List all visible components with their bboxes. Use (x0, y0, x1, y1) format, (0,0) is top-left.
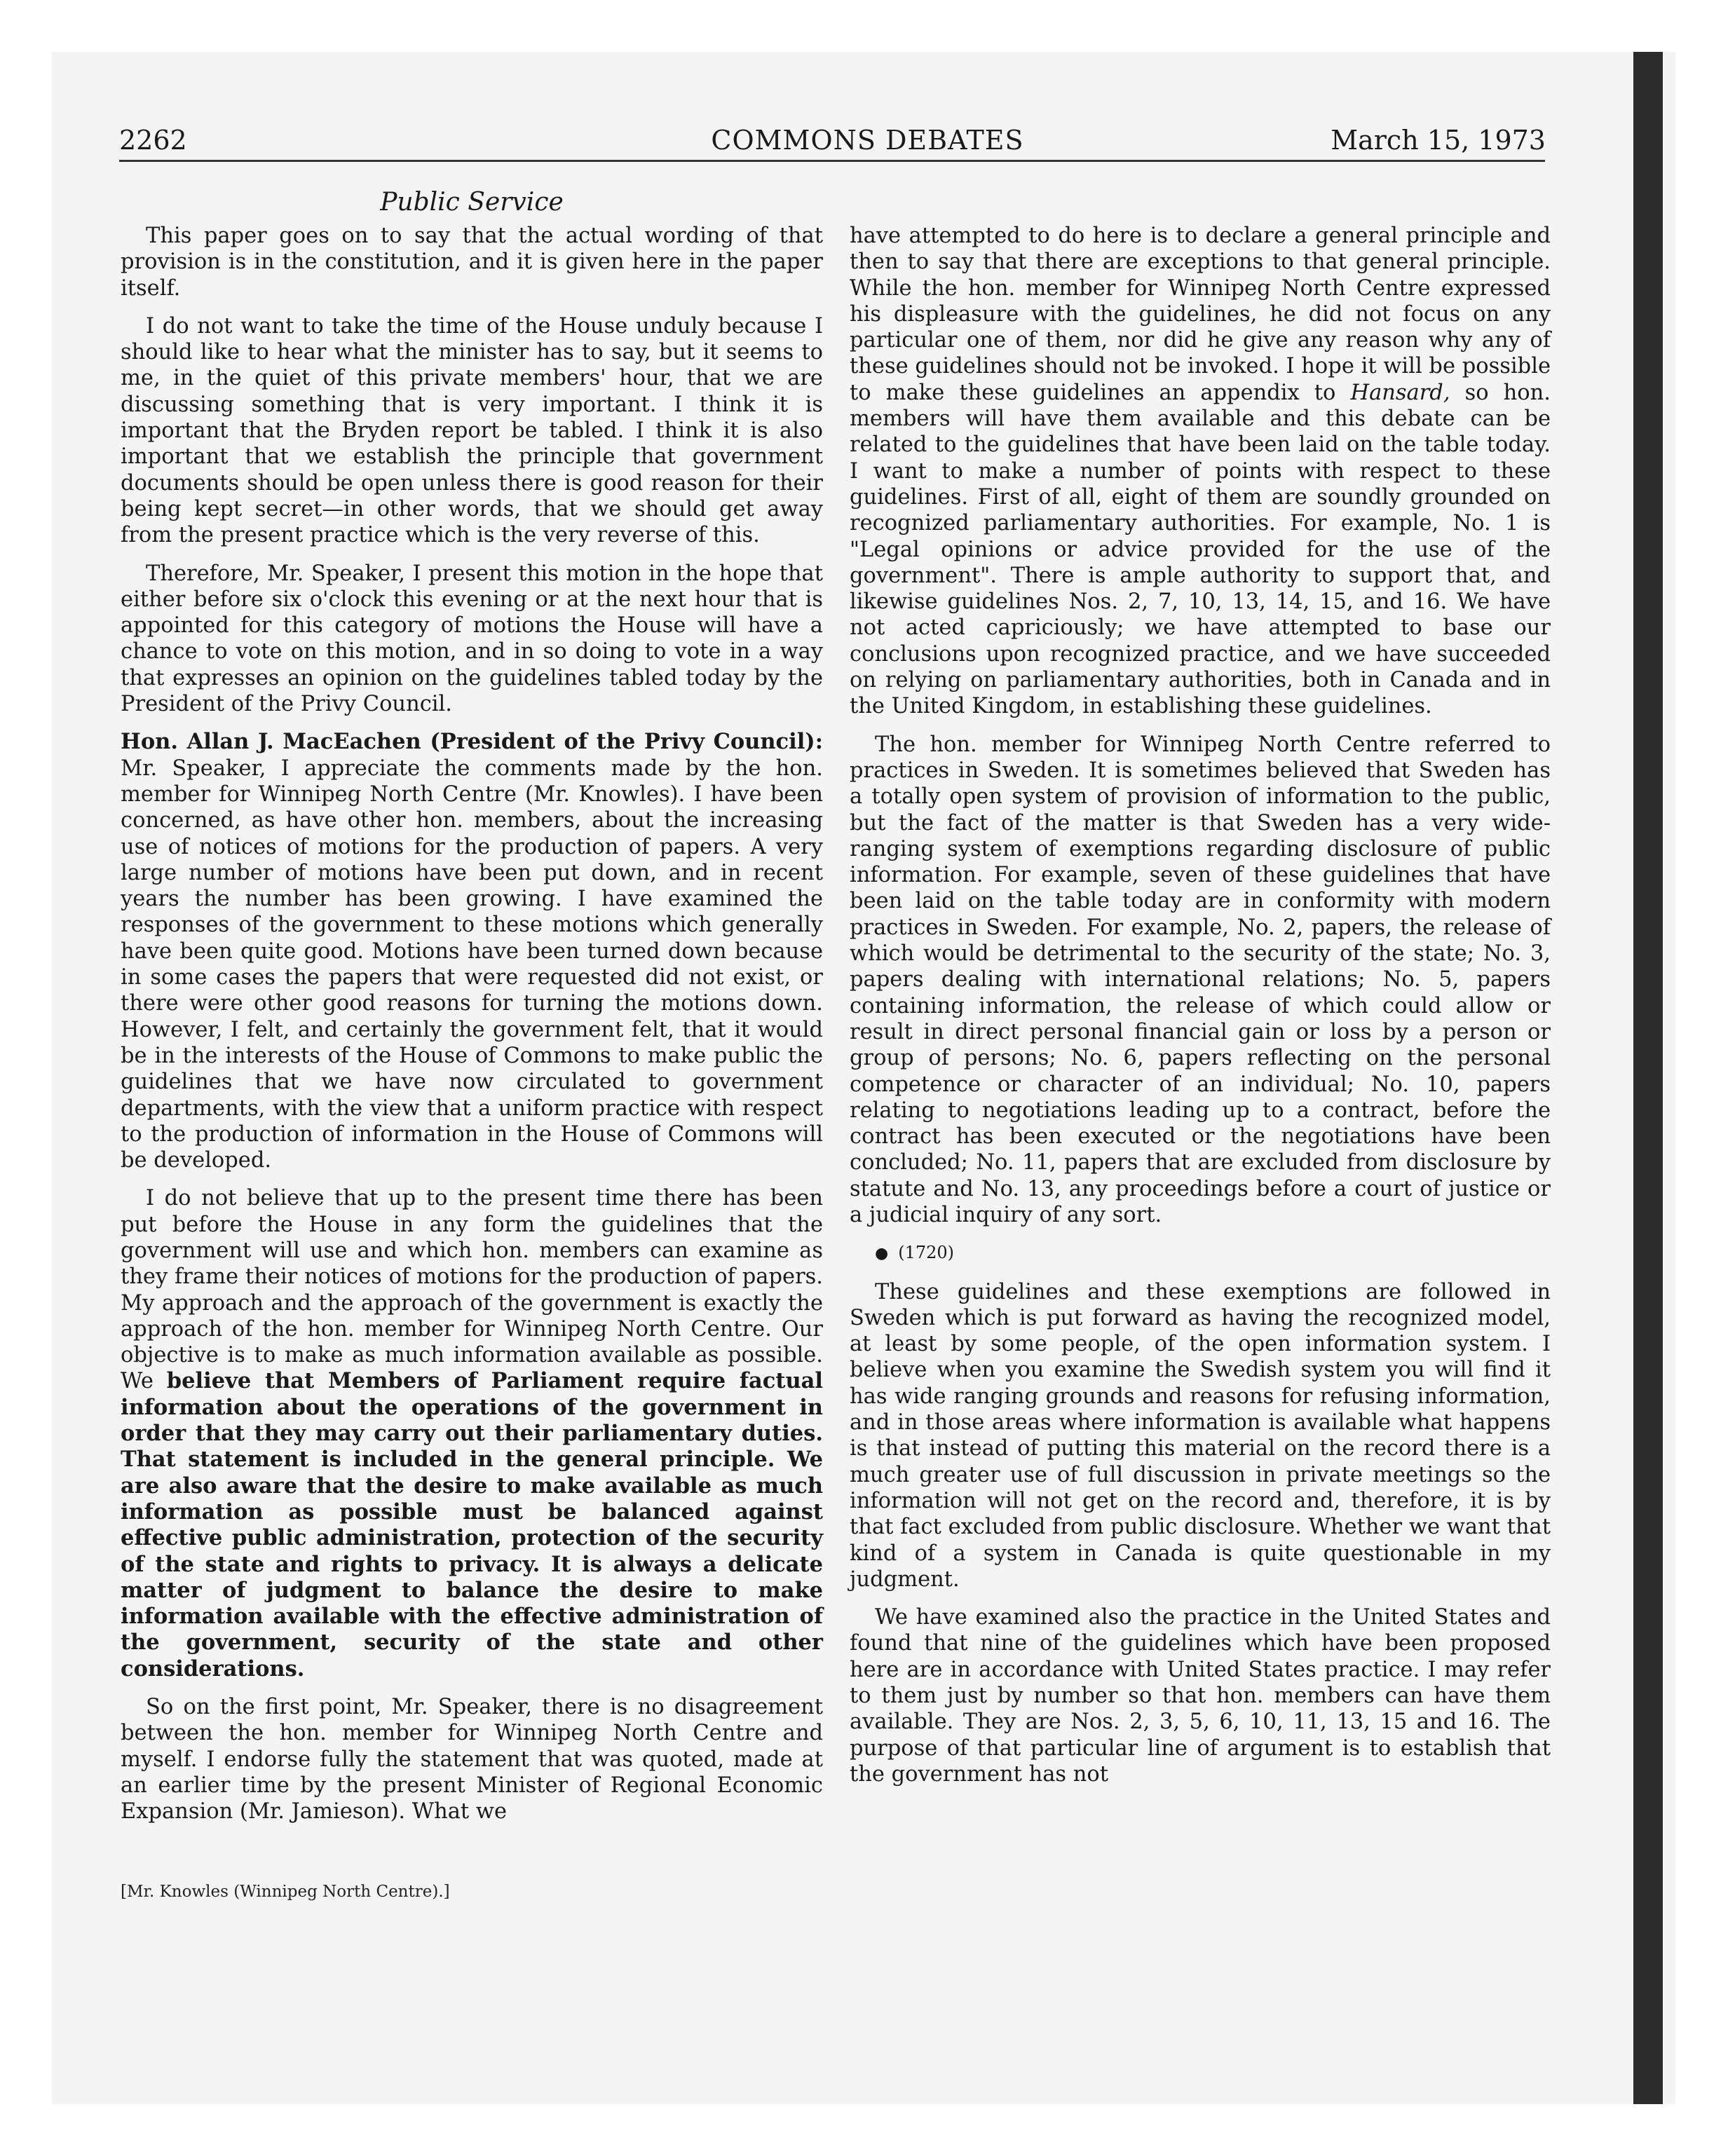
bullet-icon: ● (875, 1245, 889, 1263)
paragraph: We have examined also the practice in the United States and found that nine of the guidelines which have been proposed here are in accordance with United States practice. I may refer to them just by number so that hon. members can have them available. They are Nos. 2, 3, 5, 6, 10, 11, 13, 15 and 16. The purpose of that particular line of argument is to establish that the government has not (850, 1605, 1551, 1787)
paragraph: This paper goes on to say that the actual wording of that provision is in the constitution, and it is given here in the paper itself. (121, 224, 823, 301)
header-rule (119, 160, 1545, 162)
speaker-name: Hon. Allan J. MacEachen (President of the Privy Council): (121, 729, 823, 755)
publication-date: March 15, 1973 (1331, 125, 1546, 156)
paragraph: So on the first point, Mr. Speaker, there is no disagreement between the hon. member for Winnipeg North Centre and myself. I endorse fully the statement that was quoted, made at an earlier time by the present Minister of Regional Economic Expansion (Mr. Jamieson). What we (121, 1695, 823, 1824)
scan-edge-bar (1633, 52, 1663, 2104)
section-heading: Public Service (380, 188, 564, 217)
timestamp-text: (1720) (898, 1243, 955, 1263)
emphasized-text: believe that Members of Parliament require factual information about the operations of the government in order that they may carry out their parliamentary duties. That statement is included in the general principle. We are also aware that the desire to make available as much information as possible must be balanced against effective public administration, protection of the security of the state and rights to privacy. It is always a delicate matter of judgment to balance the desire to make information available with the effective administration of the government, security of the state and other considerations. (121, 1368, 823, 1681)
publication-title: COMMONS DEBATES (711, 125, 1024, 156)
paragraph (850, 223, 1551, 720)
paragraph: These guidelines and these exemptions are followed in Sweden which is put forward as having the recognized model, at least by some people, of the open information system. I believe when you examine the Swedish system you will find it has wide ranging grounds and reasons for refusing information, and in those areas where information is available what happens is that instead of putting this material on the record there is a much greater use of full discussion in private meetings so the information will not get on the record and, therefore, it is by that fact excluded from public disclosure. Whether we want that kind of a system in Canada is quite questionable in my judgment. (850, 1279, 1551, 1592)
left-column (121, 223, 823, 1837)
paragraph (121, 1185, 823, 1682)
paragraph-text: have attempted to do here is to declare a general principle and then to say that there are exceptions to that general principle. While the hon. member for Winnipeg North Centre expressed his displeasure with the guidelines, he did not focus on any particular one of them, nor did he give any reason why any of these guidelines should not be invoked. I hope it will be possible to make these guidelines an appendix to (850, 224, 1551, 405)
paragraph-text: I do not believe that up to the present time there has been put before the House in any form the guidelines that the government will use and which hon. members can examine as they frame their notices of motions for the production of papers. My approach and the approach of the government is exactly the approach of the hon. member for Winnipeg North Centre. Our objective is to make as much information available as possible. We (121, 1186, 823, 1394)
footnote: [Mr. Knowles (Winnipeg North Centre).] (121, 1883, 450, 1901)
speech-paragraph (121, 729, 823, 1173)
page-number: 2262 (119, 125, 187, 156)
paragraph: Therefore, Mr. Speaker, I present this motion in the hope that either before six o'clock this evening or at the next hour that is appointed for this category of motions the House will have a chance to vote on this motion, and in so doing to vote in a way that expresses an opinion on the guidelines tabled today by the President of the Privy Council. (121, 561, 823, 717)
paragraph: The hon. member for Winnipeg North Centre referred to practices in Sweden. It is sometimes believed that Sweden has a totally open system of provision of information to the public, but the fact of the matter is that Sweden has a very wide-ranging system of exemptions regarding disclosure of public information. For example, seven of these guidelines that have been laid on the table today are in conformity with modern practices in Sweden. For example, No. 2, papers, the release of which would be detrimental to the security of the state; No. 3, papers dealing with international relations; No. 5, papers containing information, the release of which could allow or result in direct personal financial gain or loss by a person or group of persons; No. 6, papers reflecting on the personal competence or character of an individual; No. 10, papers relating to negotiations leading up to a contract, before the contract has been executed or the negotiations have been concluded; No. 11, papers that are excluded from disclosure by statute and No. 13, any proceedings before a court of justice or a judicial inquiry of any sort. (850, 732, 1551, 1227)
timestamp (850, 1240, 1551, 1267)
speech-text: Mr. Speaker, I appreciate the comments made by the hon. member for Winnipeg North Centre (Mr. Knowles). I have been concerned, as have other hon. members, about the increasing use of notices of motions for the production of papers. A very large number of motions have been put down, and in recent years the number has been growing. I have examined the responses of the government to these motions which generally have been quite good. Motions have been turned down because in some cases the papers that were requested did not exist, or there were other good reasons for turning the motions down. However, I felt, and certainly the government felt, that it would be in the interests of the House of Commons to make public the guidelines that we have now circulated to government departments, with the view that a uniform practice with respect to the production of information in the House of Commons will be developed. (121, 756, 823, 1173)
hansard-italic: Hansard, (1350, 380, 1450, 405)
paragraph: I do not want to take the time of the House unduly because I should like to hear what the minister has to say, but it seems to me, in the quiet of this private members' hour, that we are discussing something that is very important. I think it is important that the Bryden report be tabled. I think it is also important that we establish the principle that government documents should be open unless there is good reason for their being kept secret—in other words, that we should get away from the present practice which is the very reverse of this. (121, 313, 823, 548)
right-column (850, 223, 1551, 1799)
paragraph-text: so hon. members will have them available and this debate can be related to the guidelines that have been laid on the table today. I want to make a number of points with respect to these guidelines. First of all, eight of them are soundly grounded on recognized parliamentary authorities. For example, No. 1 is "Legal opinions or advice provided for the use of the government". There is ample authority to support that, and likewise guidelines Nos. 2, 7, 10, 13, 14, 15, and 16. We have not acted capriciously; we have attempted to base our conclusions upon recognized practice, and we have succeeded on relying on parliamentary authorities, both in Canada and in the United Kingdom, in establishing these guidelines. (850, 380, 1551, 719)
